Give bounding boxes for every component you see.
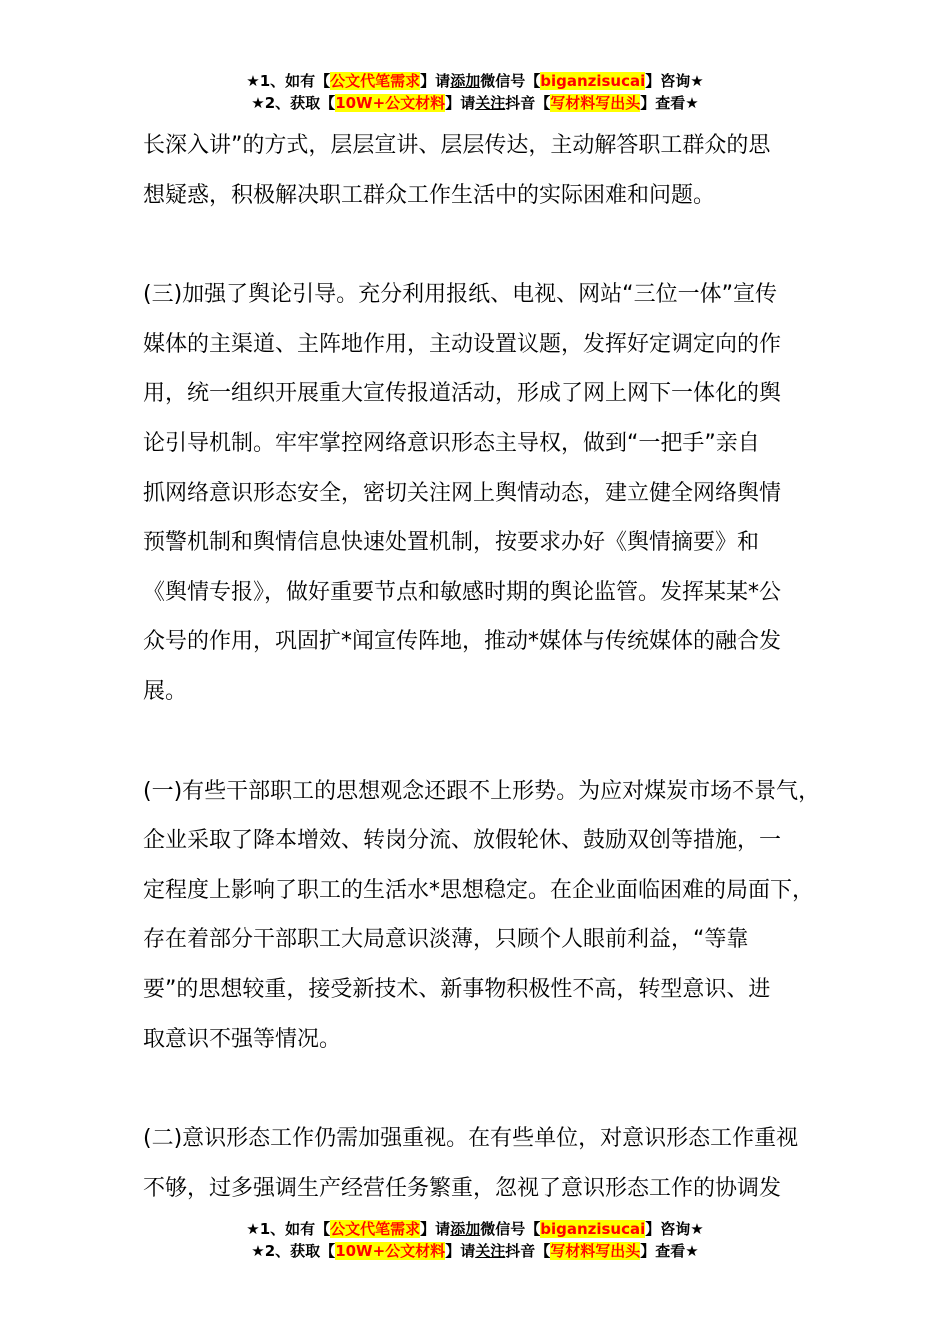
text-line: 企业采取了降本增效、转岗分流、放假轮休、鼓励双创等措施，一 <box>143 828 782 854</box>
document-body <box>143 121 833 1213</box>
text-line: 预警机制和舆情信息快速处置机制，按要求办好《舆情摘要》和 <box>143 530 760 556</box>
banner-wechat-id: biganzisucai <box>540 72 646 90</box>
banner-text: ★1、如有【 <box>246 1220 331 1238</box>
banner-text: 】咨询★ <box>645 1220 704 1238</box>
banner-highlight: 公文代笔需求 <box>330 72 421 90</box>
banner-text: 】请 <box>420 72 451 90</box>
banner-text: ★1、如有【 <box>246 72 331 90</box>
banner-line-1 <box>0 1218 950 1240</box>
paragraph-problem-two <box>143 1114 833 1213</box>
banner-line-2 <box>0 1240 950 1262</box>
text-line: 抓网络意识形态安全，密切关注网上舆情动态，建立健全网络舆情 <box>143 480 782 506</box>
banner-douyin-id: 写材料写出头 <box>550 1242 641 1260</box>
text-line: (一)有些干部职工的思想观念还跟不上形势。为应对煤炭市场不景气， <box>143 778 821 804</box>
header-banner <box>0 70 950 114</box>
text-line: 用，统一组织开展重大宣传报道活动，形成了网上网下一体化的舆 <box>143 381 782 407</box>
banner-underlined-text: 添加 <box>450 1220 481 1238</box>
text-line: 不够，过多强调生产经营任务繁重，忽视了意识形态工作的协调发 <box>143 1175 782 1201</box>
paragraph-public-opinion <box>143 270 833 716</box>
text-line: 取意识不强等情况。 <box>143 1026 342 1052</box>
banner-text: 】请 <box>445 94 476 112</box>
text-line: (二)意识形态工作仍需加强重视。在有些单位，对意识形态工作重视 <box>143 1126 799 1152</box>
banner-highlight: 10W+公文材料 <box>335 94 446 112</box>
banner-text: ★2、获取【 <box>251 1242 336 1260</box>
banner-text: 微信号【 <box>480 1220 541 1238</box>
banner-text: 】请 <box>420 1220 451 1238</box>
banner-text: 】查看★ <box>640 94 699 112</box>
text-line: 要”的思想较重，接受新技术、新事物积极性不高，转型意识、进 <box>143 976 771 1002</box>
banner-line-1 <box>0 70 950 92</box>
banner-underlined-text: 关注 <box>475 94 506 112</box>
banner-wechat-id: biganzisucai <box>540 1220 646 1238</box>
banner-text: 】咨询★ <box>645 72 704 90</box>
banner-highlight: 公文代笔需求 <box>330 1220 421 1238</box>
text-line: 展。 <box>143 678 188 704</box>
text-line: 定程度上影响了职工的生活水*思想稳定。在企业面临困难的局面下， <box>143 877 815 903</box>
text-line: 想疑惑，积极解决职工群众工作生活中的实际困难和问题。 <box>143 182 716 208</box>
paragraph-gap <box>143 717 833 767</box>
banner-text: 】查看★ <box>640 1242 699 1260</box>
banner-text: 抖音【 <box>505 94 551 112</box>
banner-text: 抖音【 <box>505 1242 551 1260</box>
banner-highlight: 10W+公文材料 <box>335 1242 446 1260</box>
banner-underlined-text: 添加 <box>450 72 481 90</box>
banner-text: 微信号【 <box>480 72 541 90</box>
text-line: 长深入讲”的方式，层层宣讲、层层传达，主动解答职工群众的思 <box>143 133 771 158</box>
banner-underlined-text: 关注 <box>475 1242 506 1260</box>
text-line: 存在着部分干部职工大局意识淡薄，只顾个人眼前利益，“等靠 <box>143 927 749 953</box>
banner-line-2 <box>0 92 950 114</box>
paragraph-gap <box>143 220 833 270</box>
text-line: 媒体的主渠道、主阵地作用，主动设置议题，发挥好定调定向的作 <box>143 331 782 357</box>
paragraph-gap <box>143 1064 833 1114</box>
paragraph-problem-one <box>143 767 833 1065</box>
text-line: (三)加强了舆论引导。充分利用报纸、电视、网站“三位一体”宣传 <box>143 282 777 308</box>
banner-text: ★2、获取【 <box>251 94 336 112</box>
text-line: 众号的作用，巩固扩*闻宣传阵地，推动*媒体与传统媒体的融合发 <box>143 629 782 655</box>
banner-text: 】请 <box>445 1242 476 1260</box>
paragraph-continuation <box>143 121 833 220</box>
banner-douyin-id: 写材料写出头 <box>550 94 641 112</box>
text-line: 《舆情专报》，做好重要节点和敏感时期的舆论监管。发挥某某*公 <box>143 579 782 605</box>
text-line: 论引导机制。牢牢掌控网络意识形态主导权，做到“一把手”亲自 <box>143 430 760 456</box>
footer-banner <box>0 1218 950 1262</box>
